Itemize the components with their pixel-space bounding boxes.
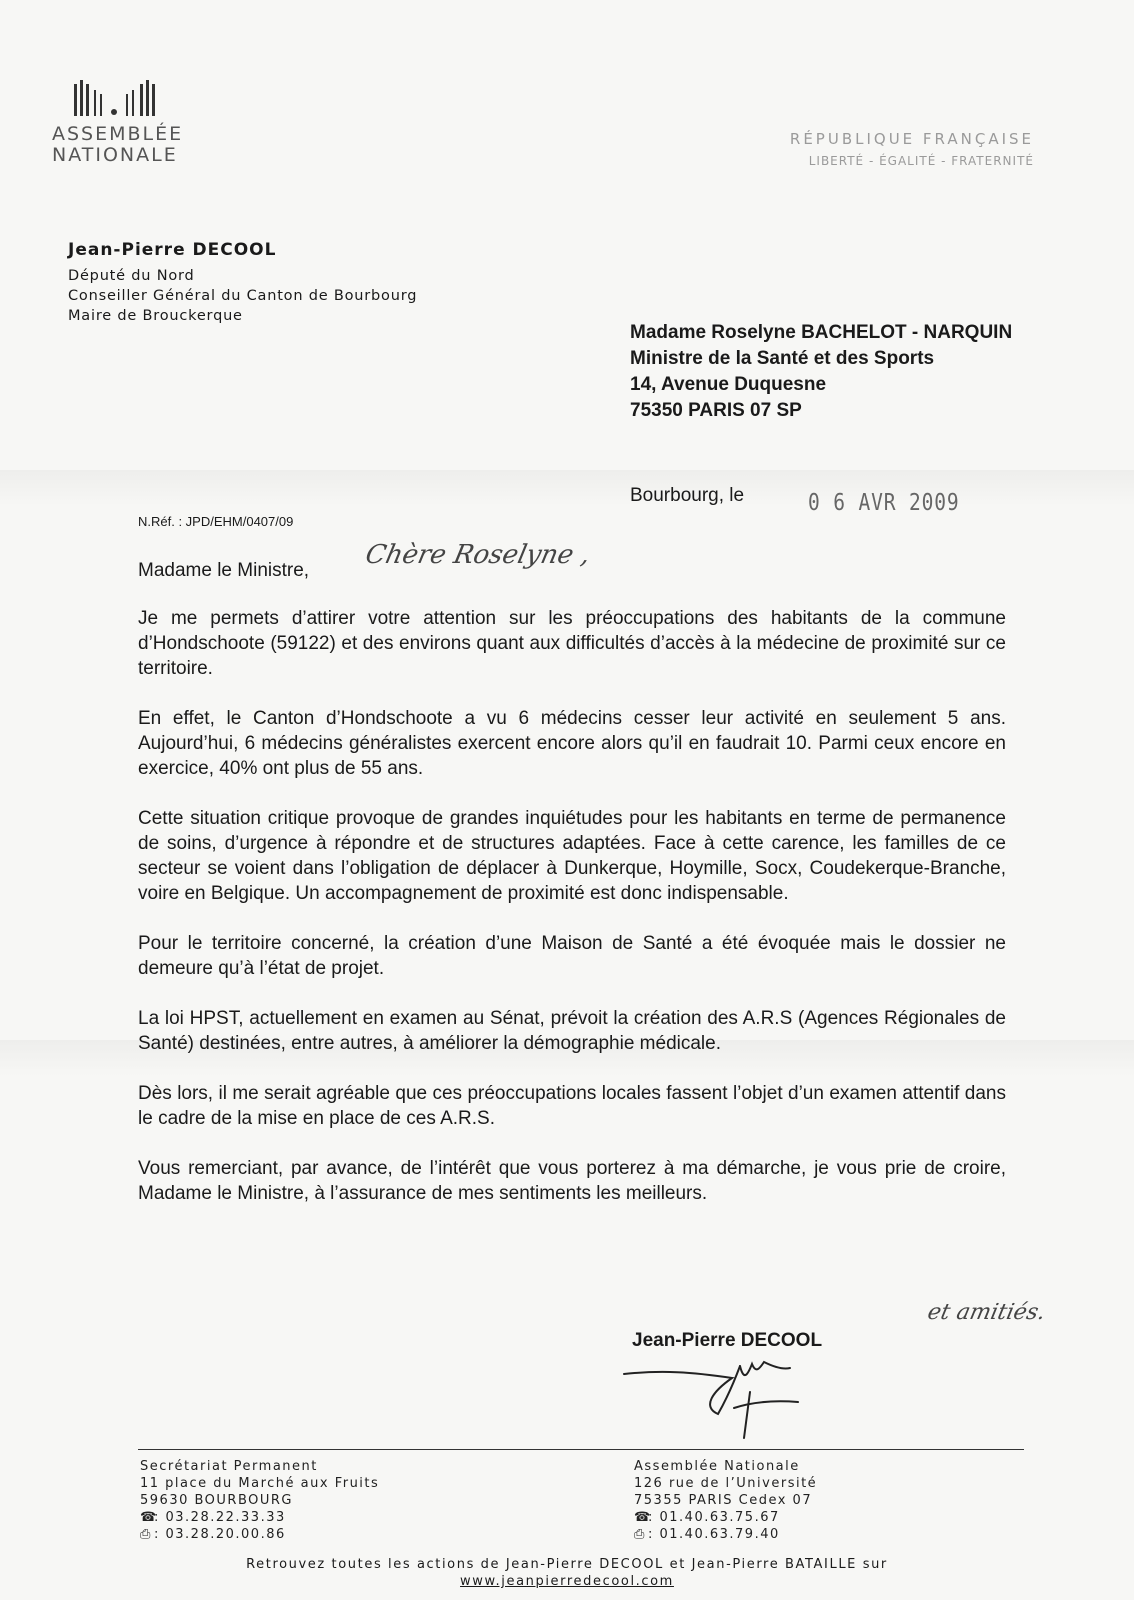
fax-icon: ⎙ [634,1527,646,1542]
place-date: Bourbourg, le [630,485,745,506]
footer-right-line-2: 126 rue de l’Université [634,1476,818,1491]
website-link[interactable]: www.jeanpierredecool.com [460,1574,674,1589]
paragraph: Je me permets d’attirer votre attention sur les préoccupations des habitants de la commune d’Hondschoote (59122) et des environs quant aux difficultés d’accès à la médecine de proximité sur ce territoire. [138,608,1006,679]
handwritten-closing: et amitiés. [925,1300,1048,1325]
footer-left-line-2: 11 place du Marché aux Fruits [140,1476,380,1491]
footer-divider [138,1449,1024,1450]
sender-title-3: Maire de Brouckerque [68,308,243,324]
footer-left-address [140,1458,379,1543]
paragraph: La loi HPST, actuellement en examen au Sénat, prévoit la création des A.R.S (Agences Régionales de Santé) destinées, entre autres, à améliorer la démographie médicale. [138,1008,1006,1054]
paragraph: Dès lors, il me serait agréable que ces préoccupations locales fassent l’objet d’un examen attentif dans le cadre de la mise en place de ces A.R.S. [138,1083,1006,1129]
paragraph: En effet, le Canton d’Hondschoote a vu 6 médecins cesser leur activité en seulement 5 ans. Aujourd’hui, 6 médecins généralistes exercent encore alors qu’il en faudrait 10. Parmi ceux encore en exercice, 40% ont plus de 55 ans. [138,708,1006,779]
institution-line-1: ASSEMBLÉE [52,123,184,145]
fax-icon: ⎙ [140,1527,152,1542]
paper-fold [0,470,1134,506]
footer-bottom [0,1556,1134,1590]
assemblee-logo [52,78,202,166]
footer-right-line-1: Assemblée Nationale [634,1459,800,1474]
footer-right-line-3: 75355 PARIS Cedex 07 [634,1493,813,1508]
recipient-line-4: 75350 PARIS 07 SP [630,400,802,421]
phone-icon: ☎ [634,1510,652,1525]
footer-right-phone: : 01.40.63.75.67 [648,1510,780,1525]
republic-header [790,130,1034,168]
paragraph: Vous remerciant, par avance, de l’intérêt que vous porterez à ma démarche, je vous prie de croire, Madame le Ministre, à l’assurance de mes sentiments les meilleurs. [138,1158,1006,1204]
date-stamp: 0 6 AVR 2009 [808,490,960,516]
recipient-line-1: Madame Roselyne BACHELOT - NARQUIN [630,322,1013,343]
letter-body [138,606,1006,1231]
republic-line-1: RÉPUBLIQUE FRANÇAISE [789,130,1034,148]
sender-block [68,240,417,326]
sender-name: Jean-Pierre DECOOL [68,240,277,260]
footer-bottom-line: Retrouvez toutes les actions de Jean-Pierre DECOOL et Jean-Pierre BATAILLE sur [246,1557,888,1572]
footer-left-phone: : 03.28.22.33.33 [154,1510,286,1525]
phone-icon: ☎ [140,1510,158,1525]
sender-title-2: Conseiller Général du Canton de Bourbourg [68,288,418,304]
closing-name: Jean-Pierre DECOOL [632,1330,823,1351]
sender-title-1: Député du Nord [68,268,195,284]
footer-left-line-3: 59630 BOURBOURG [140,1493,294,1508]
institution-line-2: NATIONALE [52,144,178,166]
handwritten-greeting: Chère Roselyne , [362,540,593,570]
recipient-line-3: 14, Avenue Duquesne [630,374,827,395]
salutation: Madame le Ministre, [138,560,310,581]
footer-right-fax: : 01.40.63.79.40 [648,1527,780,1542]
footer-left-fax: : 03.28.20.00.86 [154,1527,286,1542]
assemblee-logo-icon [74,78,174,118]
paragraph: Pour le territoire concerné, la création d’une Maison de Santé a été évoquée mais le dossier ne demeure qu’à l’état de projet. [138,933,1006,979]
paragraph: Cette situation critique provoque de grandes inquiétudes pour les habitants en terme de permanence de soins, d’urgence à répondre et de structures adaptées. Face à cette carence, les familles de ce secteur se voient dans l’obligation de déplacer à Dunkerque, Hoymille, Socx, Coudekerque-Branche, voire en Belgique. Un accompagnement de proximité est donc indispensable. [138,808,1006,904]
republic-motto: LIBERTÉ - ÉGALITÉ - FRATERNITÉ [808,154,1034,168]
footer-right-address [634,1458,817,1543]
recipient-line-2: Ministre de la Santé et des Sports [630,348,935,369]
reference-number: N.Réf. : JPD/EHM/0407/09 [138,514,294,529]
signature-icon [622,1352,822,1442]
recipient-address [630,320,1012,424]
footer-left-line-1: Secrétariat Permanent [140,1459,318,1474]
